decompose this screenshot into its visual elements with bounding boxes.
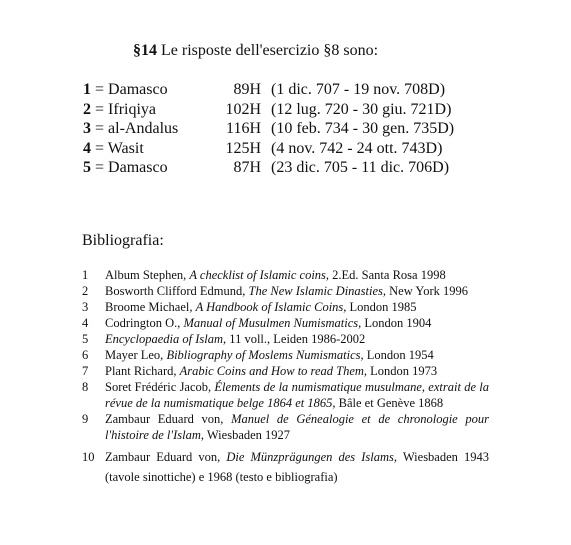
answer-row: [83, 119, 454, 139]
entry-title: The New Islamic Dinasties,: [248, 284, 387, 298]
answer-number: 5: [83, 159, 91, 176]
entry-author: Broome Michael,: [105, 300, 196, 314]
entry-title: Élements de la numismatique musulmane, extrait de la révue de la numismatique belge 1864 et 1865,: [105, 380, 489, 410]
bibliography-entry: [82, 447, 489, 487]
answer-name: Damasco: [108, 81, 168, 98]
entry-author: Zambaur Eduard von,: [105, 412, 232, 426]
bibliography-entry: [82, 299, 489, 315]
entry-number: 6: [82, 348, 89, 362]
entry-title: Arabic Coins and How to read Them,: [179, 364, 368, 378]
entry-author: Mayer Leo,: [105, 348, 167, 362]
answer-row: [83, 139, 454, 159]
entry-number: 3: [82, 300, 89, 314]
answer-number: 3: [83, 120, 91, 137]
answer-number: 1: [83, 81, 91, 98]
entry-publication: Wiesbaden 1943 (tavole sinottiche) e 1968 (testo e bibliografia): [105, 450, 489, 484]
entry-author: Plant Richard,: [105, 364, 180, 378]
bibliography-entry: [82, 363, 489, 379]
bibliography-entry: [82, 283, 489, 299]
entry-publication: Bâle et Genève 1868: [335, 396, 444, 410]
answers-list: [83, 80, 454, 178]
entry-title: Manuel de Génealogie et de chronologie pour l'histoire de l'Islam,: [105, 412, 489, 442]
answer-range: (12 lug. 720 - 30 giu. 721D): [271, 100, 452, 118]
bibliography-entry: [82, 379, 489, 411]
answer-row: [83, 158, 454, 178]
entry-number: 8: [82, 380, 89, 394]
entry-author: Bosworth Clifford Edmund,: [105, 284, 249, 298]
entry-publication: 2.Ed. Santa Rosa 1998: [329, 268, 446, 282]
answer-eq: =: [91, 100, 109, 118]
answer-year: 116H: [226, 120, 261, 137]
answer-range: (10 feb. 734 - 30 gen. 735D): [271, 120, 455, 137]
answer-eq: =: [91, 120, 109, 137]
answer-year: 87H: [233, 159, 261, 176]
bibliography-entry: [82, 315, 489, 331]
answer-name: Damasco: [108, 159, 168, 176]
answer-eq: =: [91, 139, 108, 157]
entry-number: 2: [82, 284, 89, 298]
answer-number: 4: [83, 139, 91, 157]
entry-number: 4: [82, 316, 89, 330]
entry-publication: Wiesbaden 1927: [203, 428, 291, 442]
entry-number: 10: [82, 450, 95, 464]
section-title: [133, 42, 378, 60]
bibliography-heading: Bibliografia:: [82, 232, 164, 249]
answer-year: 102H: [225, 100, 261, 118]
entry-number: 9: [82, 412, 89, 426]
entry-title: Encyclopaedia of Islam,: [105, 332, 227, 346]
section-number: §14: [133, 42, 157, 59]
bibliography-entry: [82, 411, 489, 443]
entry-title: A Handbook of Islamic Coins,: [195, 300, 347, 314]
entry-author: Album Stephen,: [105, 268, 190, 282]
answer-eq: =: [91, 159, 109, 176]
entry-publication: London 1973: [367, 364, 438, 378]
entry-number: 7: [82, 364, 89, 378]
entry-number: 5: [82, 332, 89, 346]
entry-title: A checklist of Islamic coins,: [189, 268, 330, 282]
answer-range: (4 nov. 742 - 24 ott. 743D): [271, 139, 443, 157]
entry-author: Zambaur Eduard von,: [105, 450, 227, 464]
answer-year: 89H: [233, 81, 261, 98]
answer-number: 2: [83, 100, 91, 118]
answer-year: 125H: [225, 139, 261, 157]
answer-range: (1 dic. 707 - 19 nov. 708D): [271, 81, 446, 98]
entry-publication: 11 voll., Leiden 1986-2002: [226, 332, 366, 346]
answer-name: Wasit: [107, 139, 144, 157]
entry-title: Bibliography of Moslems Numismatics,: [166, 348, 364, 362]
answer-range: (23 dic. 705 - 11 dic. 706D): [271, 159, 450, 176]
answer-row: [83, 80, 454, 100]
entry-title: Die Münzprägungen des Islams,: [226, 450, 398, 464]
entry-publication: New York 1996: [386, 284, 468, 298]
answer-name: al-Andalus: [108, 120, 179, 137]
answer-name: Ifriqiya: [108, 100, 157, 118]
entry-publication: London 1954: [363, 348, 434, 362]
section-title-text: Le risposte dell'esercizio §8 sono:: [157, 42, 379, 59]
answer-row: [83, 100, 454, 120]
entry-title: Manual of Musulmen Numismatics,: [183, 316, 362, 330]
entry-number: 1: [82, 268, 89, 282]
entry-publication: London 1904: [361, 316, 432, 330]
entry-author: Codrington O.,: [105, 316, 184, 330]
bibliography-list: [82, 267, 489, 487]
bibliography-entry: [82, 267, 489, 283]
entry-publication: London 1985: [346, 300, 417, 314]
entry-author: Soret Frédéric Jacob,: [105, 380, 215, 394]
answer-eq: =: [91, 81, 109, 98]
bibliography-entry: [82, 347, 489, 363]
bibliography-entry: [82, 331, 489, 347]
